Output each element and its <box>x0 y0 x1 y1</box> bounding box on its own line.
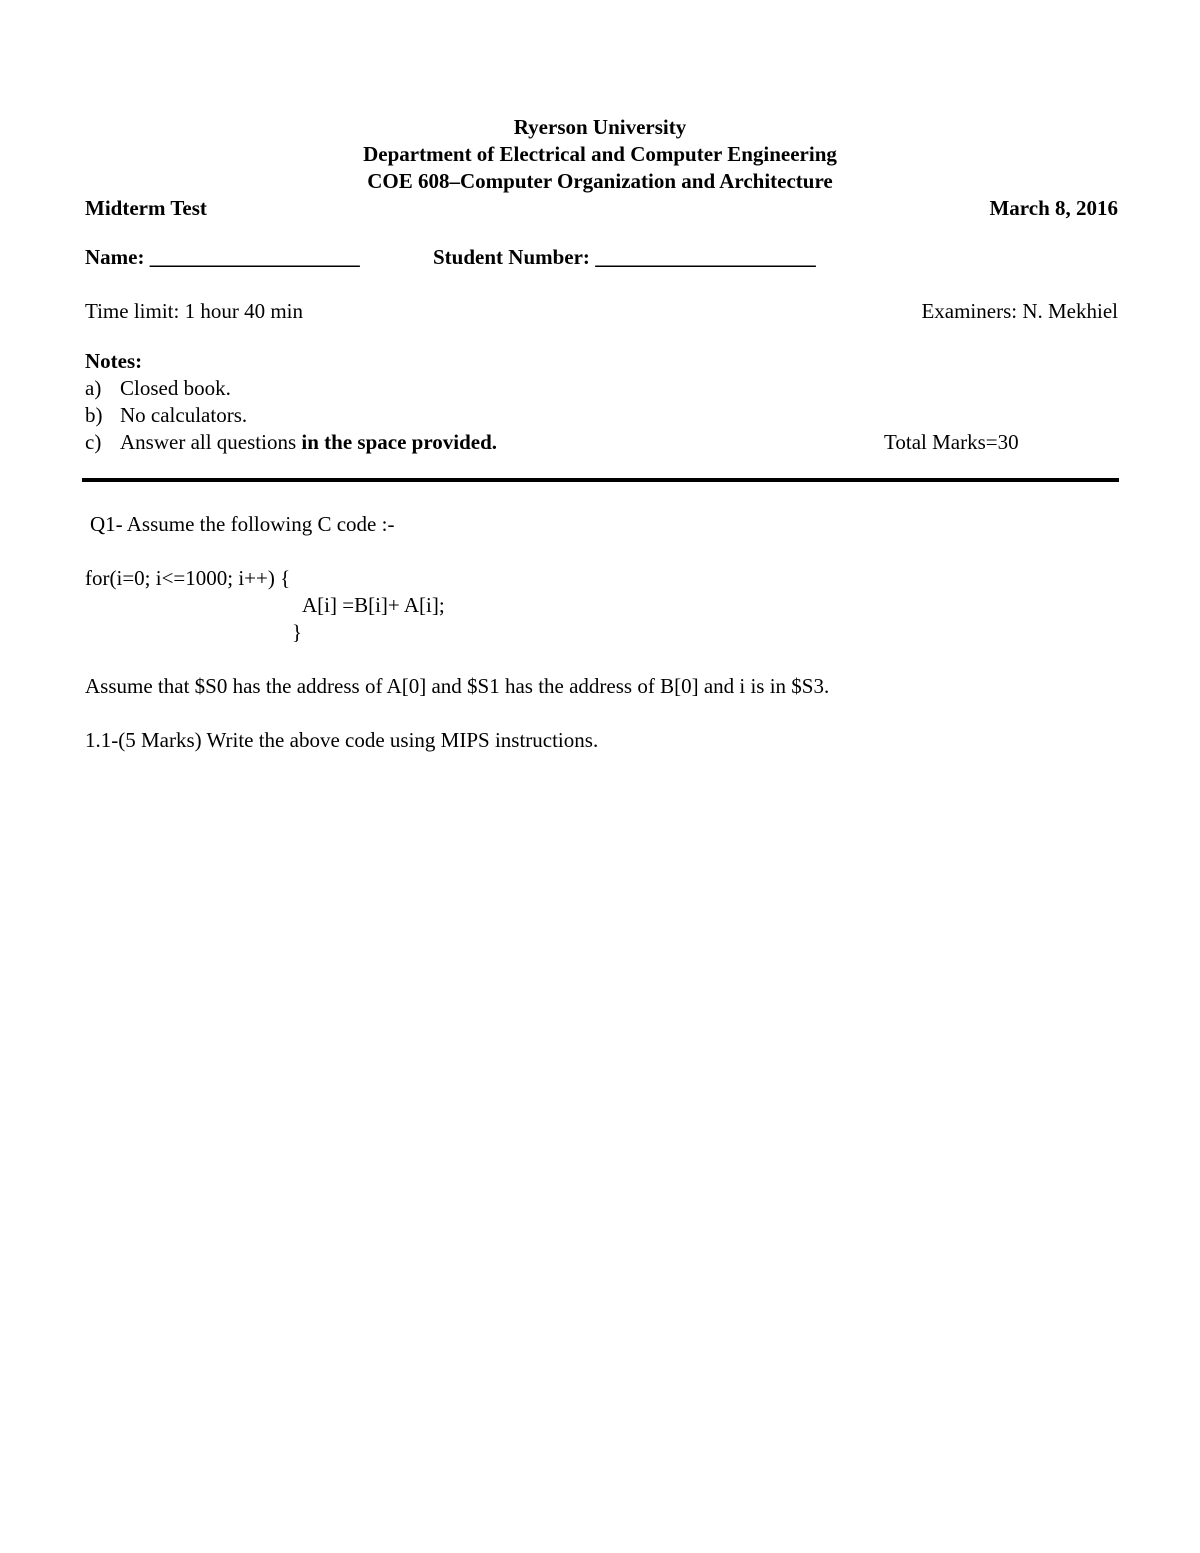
test-name: Midterm Test <box>85 196 207 220</box>
name-label: Name: <box>85 245 150 269</box>
code-line-3: } <box>292 620 303 644</box>
note-text-b: No calculators. <box>120 403 248 427</box>
time-limit: Time limit: 1 hour 40 min <box>85 299 303 323</box>
student-number-blank[interactable]: _____________________ <box>595 245 816 269</box>
student-number-label: Student Number: <box>433 245 596 269</box>
divider-rule <box>82 478 1119 482</box>
examiners: Examiners: N. Mekhiel <box>921 299 1118 323</box>
q1-part-1-1: 1.1-(5 Marks) Write the above code using MIPS instructions. <box>85 728 599 752</box>
course-title: COE 608–Computer Organization and Architecture <box>367 169 833 193</box>
note-text-c: Answer all questions <box>120 430 302 454</box>
note-item-c <box>120 432 497 453</box>
q1-intro: Q1- Assume the following C code :- <box>90 512 395 536</box>
total-marks: Total Marks=30 <box>884 430 1019 454</box>
notes-title: Notes: <box>85 349 143 373</box>
note-text-a: Closed book. <box>120 376 231 400</box>
answer-space[interactable] <box>85 780 1115 1480</box>
department-name: Department of Electrical and Computer Engineering <box>363 142 837 166</box>
q1-assumption: Assume that $S0 has the address of A[0] and $S1 has the address of B[0] and i is in $S3. <box>85 674 830 698</box>
note-text-c-bold: in the space provided. <box>301 430 498 454</box>
code-line-2: A[i] =B[i]+ A[i]; <box>302 593 445 617</box>
code-line-1: for(i=0; i<=1000; i++) { <box>85 566 291 590</box>
note-marker-c: c) <box>85 430 102 454</box>
note-marker-b: b) <box>85 403 103 427</box>
name-field[interactable] <box>85 247 360 268</box>
university-name: Ryerson University <box>513 115 687 139</box>
name-blank[interactable]: ____________________ <box>149 245 360 269</box>
student-number-field[interactable] <box>433 247 816 268</box>
note-marker-a: a) <box>85 376 102 400</box>
test-date: March 8, 2016 <box>989 196 1118 220</box>
